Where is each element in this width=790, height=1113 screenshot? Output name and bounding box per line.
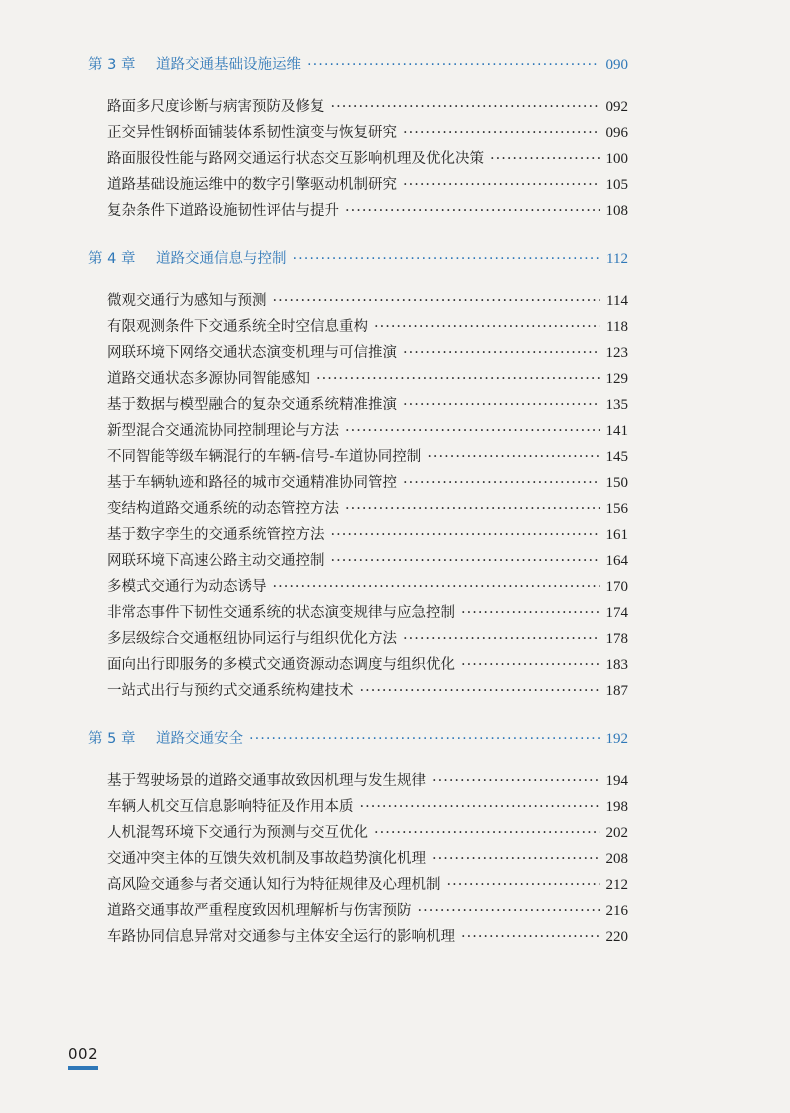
toc-entry-page-number: 092 bbox=[605, 99, 628, 115]
toc-entry[interactable] bbox=[88, 652, 628, 678]
dot-leader bbox=[403, 470, 600, 496]
toc-entry-title: 人机混驾环境下交通行为预测与交互优化 bbox=[107, 825, 368, 841]
toc-entry[interactable] bbox=[88, 146, 628, 172]
dot-leader bbox=[331, 94, 600, 120]
toc-entry[interactable] bbox=[88, 794, 628, 820]
toc-entry-title: 网联环境下网络交通状态演变机理与可信推演 bbox=[107, 345, 397, 361]
toc-entry-title: 车辆人机交互信息影响特征及作用本质 bbox=[107, 799, 354, 815]
dot-leader bbox=[331, 548, 600, 574]
toc-entry[interactable] bbox=[88, 198, 628, 224]
toc-entry[interactable] bbox=[88, 172, 628, 198]
dot-leader bbox=[461, 652, 600, 678]
toc-entry-page-number: 164 bbox=[605, 553, 628, 569]
toc-entry[interactable] bbox=[88, 574, 628, 600]
toc-entry-title: 正交异性钢桥面铺装体系韧性演变与恢复研究 bbox=[107, 125, 397, 141]
toc-entry[interactable] bbox=[88, 496, 628, 522]
chapter-title: 道路交通基础设施运维 bbox=[156, 57, 301, 73]
toc-entry-title: 路面服役性能与路网交通运行状态交互影响机理及优化决策 bbox=[107, 151, 484, 167]
dot-leader bbox=[331, 522, 600, 548]
chapter-number: 第 5 章 bbox=[88, 731, 136, 747]
dot-leader bbox=[403, 120, 600, 146]
chapter-title: 道路交通信息与控制 bbox=[156, 251, 287, 267]
toc-entry-page-number: 150 bbox=[605, 475, 628, 491]
dot-leader bbox=[461, 924, 600, 950]
toc-entry-title: 微观交通行为感知与预测 bbox=[107, 293, 267, 309]
toc-entry-page-number: 096 bbox=[605, 125, 628, 141]
toc-entry[interactable] bbox=[88, 678, 628, 704]
dot-leader bbox=[360, 794, 600, 820]
toc-entry-title: 有限观测条件下交通系统全时空信息重构 bbox=[107, 319, 368, 335]
toc-entry-title: 多模式交通行为动态诱导 bbox=[107, 579, 267, 595]
dot-leader bbox=[447, 872, 600, 898]
dot-leader bbox=[418, 898, 600, 924]
toc-entry-page-number: 108 bbox=[605, 203, 628, 219]
dot-leader bbox=[345, 418, 600, 444]
dot-leader bbox=[273, 574, 600, 600]
toc-entry-page-number: 114 bbox=[606, 293, 628, 309]
chapter-number: 第 3 章 bbox=[88, 57, 136, 73]
toc-entry-title: 基于数字孪生的交通系统管控方法 bbox=[107, 527, 325, 543]
page-number: 002 bbox=[68, 1045, 99, 1063]
dot-leader bbox=[374, 314, 600, 340]
toc-entry-title: 基于驾驶场景的道路交通事故致因机理与发生规律 bbox=[107, 773, 426, 789]
toc-entry-title: 车路协同信息异常对交通参与主体安全运行的影响机理 bbox=[107, 929, 455, 945]
toc-entry[interactable] bbox=[88, 846, 628, 872]
toc-entry-title: 道路交通事故严重程度致因机理解析与伤害预防 bbox=[107, 903, 412, 919]
toc-entry-page-number: 194 bbox=[605, 773, 628, 789]
toc-entry-title: 交通冲突主体的互馈失效机制及事故趋势演化机理 bbox=[107, 851, 426, 867]
toc-entry-page-number: 141 bbox=[605, 423, 628, 439]
dot-leader bbox=[374, 820, 600, 846]
toc-entry-title: 不同智能等级车辆混行的车辆-信号-车道协同控制 bbox=[107, 449, 422, 465]
toc-entry-title: 道路交通状态多源协同智能感知 bbox=[107, 371, 310, 387]
dot-leader bbox=[432, 768, 600, 794]
toc-entry[interactable] bbox=[88, 392, 628, 418]
chapter-title-group bbox=[88, 52, 301, 78]
toc-entry-page-number: 198 bbox=[605, 799, 628, 815]
toc-entry-page-number: 156 bbox=[605, 501, 628, 517]
toc-entry[interactable] bbox=[88, 768, 628, 794]
toc-entry-page-number: 161 bbox=[605, 527, 628, 543]
toc-entry[interactable] bbox=[88, 444, 628, 470]
toc-entry[interactable] bbox=[88, 94, 628, 120]
dot-leader bbox=[273, 288, 601, 314]
toc-entry-title: 路面多尺度诊断与病害预防及修复 bbox=[107, 99, 325, 115]
dot-leader bbox=[316, 366, 600, 392]
toc-entry-page-number: 129 bbox=[605, 371, 628, 387]
dot-leader bbox=[293, 246, 601, 272]
chapter-title-group bbox=[88, 726, 243, 752]
dot-leader bbox=[345, 496, 600, 522]
toc-entry[interactable] bbox=[88, 288, 628, 314]
dot-leader bbox=[461, 600, 600, 626]
toc-entry-title: 非常态事件下韧性交通系统的状态演变规律与应急控制 bbox=[107, 605, 455, 621]
chapter-page-number: 090 bbox=[605, 57, 628, 73]
chapter-page-number: 112 bbox=[606, 251, 628, 267]
chapter-heading[interactable] bbox=[88, 246, 628, 272]
toc-entry-page-number: 123 bbox=[605, 345, 628, 361]
toc-entry-page-number: 202 bbox=[605, 825, 628, 841]
toc-entry[interactable] bbox=[88, 470, 628, 496]
toc-entry[interactable] bbox=[88, 366, 628, 392]
dot-leader bbox=[345, 198, 600, 224]
toc-entry-title: 变结构道路交通系统的动态管控方法 bbox=[107, 501, 339, 517]
chapter-heading[interactable] bbox=[88, 726, 628, 752]
toc-entry-title: 基于数据与模型融合的复杂交通系统精准推演 bbox=[107, 397, 397, 413]
toc-entry-page-number: 216 bbox=[605, 903, 628, 919]
toc-entry[interactable] bbox=[88, 418, 628, 444]
toc-entry[interactable] bbox=[88, 872, 628, 898]
toc-entry-title: 道路基础设施运维中的数字引擎驱动机制研究 bbox=[107, 177, 397, 193]
toc-entry[interactable] bbox=[88, 340, 628, 366]
toc-entry-page-number: 145 bbox=[605, 449, 628, 465]
toc-entry-title: 多层级综合交通枢纽协同运行与组织优化方法 bbox=[107, 631, 397, 647]
table-of-contents bbox=[88, 52, 628, 950]
toc-entry[interactable] bbox=[88, 626, 628, 652]
dot-leader bbox=[432, 846, 600, 872]
toc-entry-page-number: 208 bbox=[605, 851, 628, 867]
chapter-heading[interactable] bbox=[88, 52, 628, 78]
dot-leader bbox=[360, 678, 600, 704]
toc-entry-page-number: 212 bbox=[605, 877, 628, 893]
toc-entry-page-number: 183 bbox=[605, 657, 628, 673]
toc-entry[interactable] bbox=[88, 600, 628, 626]
toc-entry-page-number: 178 bbox=[605, 631, 628, 647]
dot-leader bbox=[403, 172, 600, 198]
toc-entry-page-number: 174 bbox=[605, 605, 628, 621]
chapter-page-number: 192 bbox=[605, 731, 628, 747]
chapter-title-group bbox=[88, 246, 287, 272]
toc-entry-title: 高风险交通参与者交通认知行为特征规律及心理机制 bbox=[107, 877, 441, 893]
toc-entry-title: 面向出行即服务的多模式交通资源动态调度与组织优化 bbox=[107, 657, 455, 673]
toc-entry-title: 复杂条件下道路设施韧性评估与提升 bbox=[107, 203, 339, 219]
dot-leader bbox=[490, 146, 600, 172]
dot-leader bbox=[403, 340, 600, 366]
toc-entry-page-number: 220 bbox=[605, 929, 628, 945]
toc-entry[interactable] bbox=[88, 522, 628, 548]
toc-entry[interactable] bbox=[88, 120, 628, 146]
dot-leader bbox=[403, 392, 600, 418]
page-number-underline bbox=[68, 1066, 98, 1070]
toc-entry-page-number: 105 bbox=[605, 177, 628, 193]
dot-leader bbox=[403, 626, 600, 652]
dot-leader bbox=[427, 444, 599, 470]
toc-entry-title: 一站式出行与预约式交通系统构建技术 bbox=[107, 683, 354, 699]
toc-entry-page-number: 100 bbox=[605, 151, 628, 167]
chapter-number: 第 4 章 bbox=[88, 251, 136, 267]
toc-entry-title: 新型混合交通流协同控制理论与方法 bbox=[107, 423, 339, 439]
toc-entry[interactable] bbox=[88, 924, 628, 950]
toc-entry[interactable] bbox=[88, 548, 628, 574]
toc-entry-page-number: 118 bbox=[606, 319, 628, 335]
dot-leader bbox=[249, 726, 600, 752]
chapter-title: 道路交通安全 bbox=[156, 731, 243, 747]
toc-entry-page-number: 187 bbox=[605, 683, 628, 699]
toc-entry[interactable] bbox=[88, 820, 628, 846]
toc-entry[interactable] bbox=[88, 898, 628, 924]
toc-entry[interactable] bbox=[88, 314, 628, 340]
toc-entry-page-number: 170 bbox=[605, 579, 628, 595]
dot-leader bbox=[307, 52, 600, 78]
toc-entry-page-number: 135 bbox=[605, 397, 628, 413]
toc-entry-title: 网联环境下高速公路主动交通控制 bbox=[107, 553, 325, 569]
toc-entry-title: 基于车辆轨迹和路径的城市交通精准协同管控 bbox=[107, 475, 397, 491]
